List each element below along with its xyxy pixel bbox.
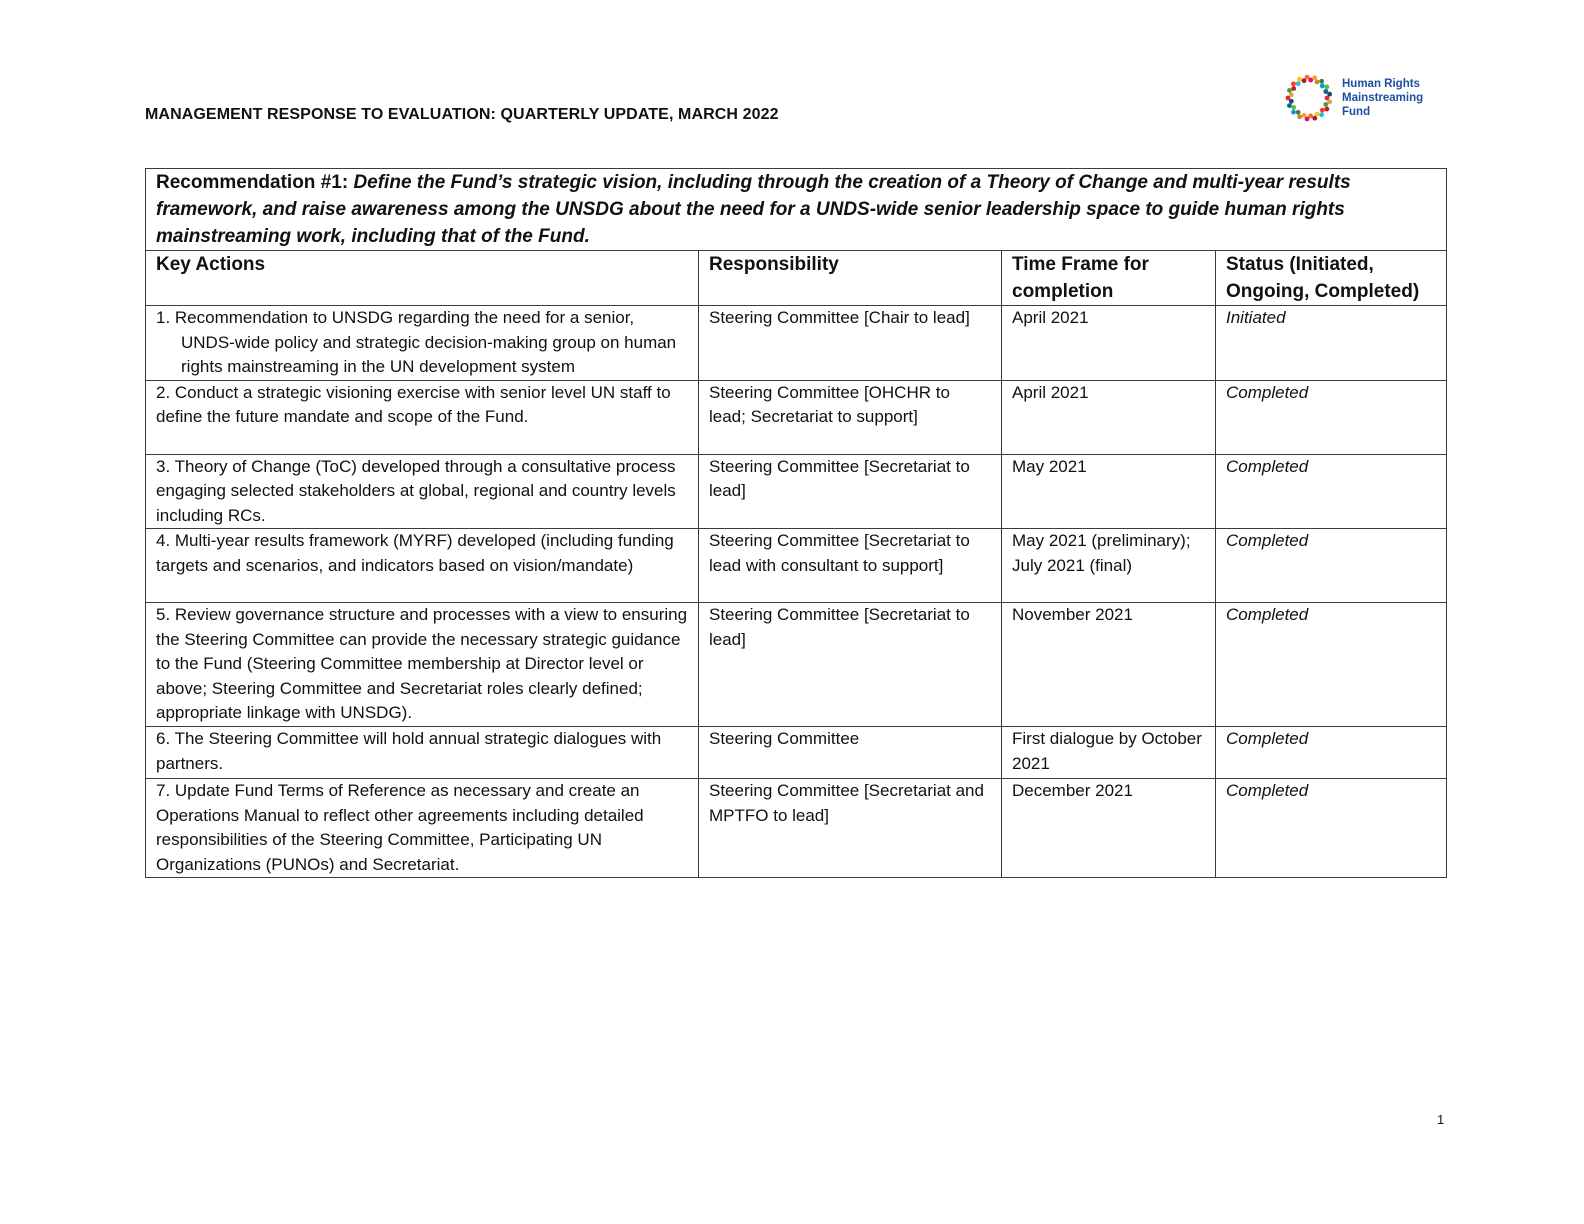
timeframe-cell: May 2021 (preliminary); July 2021 (final) xyxy=(1002,529,1216,603)
status-cell: Completed xyxy=(1216,380,1447,454)
key-action-cell: 4. Multi-year results framework (MYRF) developed (including funding targets and scenarios, and indicators based on vision/mandate) xyxy=(146,529,699,603)
responsibility-cell: Steering Committee [OHCHR to lead; Secretariat to support] xyxy=(699,380,1002,454)
recommendation-label: Recommendation #1: xyxy=(156,172,349,193)
key-action-cell: 6. The Steering Committee will hold annual strategic dialogues with partners. xyxy=(146,727,699,779)
column-header-time-frame: Time Frame for completion xyxy=(1002,251,1216,306)
recommendation-cell xyxy=(146,169,1447,251)
table-row xyxy=(146,380,1447,454)
table-row xyxy=(146,727,1447,779)
responsibility-cell: Steering Committee xyxy=(699,727,1002,779)
table-header-row xyxy=(146,251,1447,306)
column-header-responsibility: Responsibility xyxy=(699,251,1002,306)
timeframe-cell: April 2021 xyxy=(1002,380,1216,454)
table-row xyxy=(146,529,1447,603)
logo-line-1: Human Rights xyxy=(1342,78,1420,90)
table-row xyxy=(146,603,1447,727)
table-row xyxy=(146,779,1447,878)
logo-line-3: Fund xyxy=(1342,106,1371,118)
status-cell: Completed xyxy=(1216,779,1447,878)
recommendation-table xyxy=(145,168,1447,878)
responsibility-cell: Steering Committee [Secretariat and MPTFO to lead] xyxy=(699,779,1002,878)
status-cell: Completed xyxy=(1216,603,1447,727)
timeframe-cell: May 2021 xyxy=(1002,454,1216,529)
status-cell: Initiated xyxy=(1216,306,1447,381)
key-action-cell xyxy=(146,306,699,381)
table-row xyxy=(146,454,1447,529)
logo-line-2: Mainstreaming xyxy=(1342,92,1424,104)
document-title: MANAGEMENT RESPONSE TO EVALUATION: QUARTERLY UPDATE, MARCH 2022 xyxy=(145,106,779,123)
key-action-cell: 2. Conduct a strategic visioning exercise with senior level UN staff to define the future mandate and scope of the Fund. xyxy=(146,380,699,454)
key-action-cell: 3. Theory of Change (ToC) developed through a consultative process engaging selected stakeholders at global, regional and country levels including RCs. xyxy=(146,454,699,529)
key-action-cell: 5. Review governance structure and processes with a view to ensuring the Steering Committee can provide the necessary strategic guidance to the Fund (Steering Committee membership at Director level or above; Steering Committee and Secretariat roles clearly defined; appropriate linkage with UNSDG). xyxy=(146,603,699,727)
logo-text xyxy=(1342,77,1423,119)
key-action-cell: 7. Update Fund Terms of Reference as necessary and create an Operations Manual to reflect other agreements including detailed responsibilities of the Steering Committee, Participating UN Organizations (PUNOs) and Secretariat. xyxy=(146,779,699,878)
responsibility-cell: Steering Committee [Chair to lead] xyxy=(699,306,1002,381)
timeframe-cell: December 2021 xyxy=(1002,779,1216,878)
status-cell: Completed xyxy=(1216,454,1447,529)
page-number: 1 xyxy=(1437,1112,1445,1127)
responsibility-cell: Steering Committee [Secretariat to lead] xyxy=(699,603,1002,727)
recommendation-text: Define the Fund’s strategic vision, including through the creation of a Theory of Change and multi-year results framework, and raise awareness among the UNSDG about the need for a UNDS-wide senior leadership space to guide human rights mainstreaming work, including that of the Fund. xyxy=(156,172,1351,247)
responsibility-cell: Steering Committee [Secretariat to lead with consultant to support] xyxy=(699,529,1002,603)
status-cell: Completed xyxy=(1216,529,1447,603)
recommendation-row xyxy=(146,169,1447,251)
responsibility-cell: Steering Committee [Secretariat to lead] xyxy=(699,454,1002,529)
timeframe-cell: April 2021 xyxy=(1002,306,1216,381)
key-action-text: 1. Recommendation to UNSDG regarding the need for a senior, UNDS-wide policy and strategic decision-making group on human rights mainstreaming in the UN development system xyxy=(156,308,677,376)
fund-logo xyxy=(1284,72,1444,124)
column-header-key-actions: Key Actions xyxy=(146,251,699,306)
timeframe-cell: November 2021 xyxy=(1002,603,1216,727)
hrmf-logo-ring-icon xyxy=(1284,73,1334,123)
status-cell: Completed xyxy=(1216,727,1447,779)
table-row xyxy=(146,306,1447,381)
timeframe-cell: First dialogue by October 2021 xyxy=(1002,727,1216,779)
column-header-status: Status (Initiated, Ongoing, Completed) xyxy=(1216,251,1447,306)
